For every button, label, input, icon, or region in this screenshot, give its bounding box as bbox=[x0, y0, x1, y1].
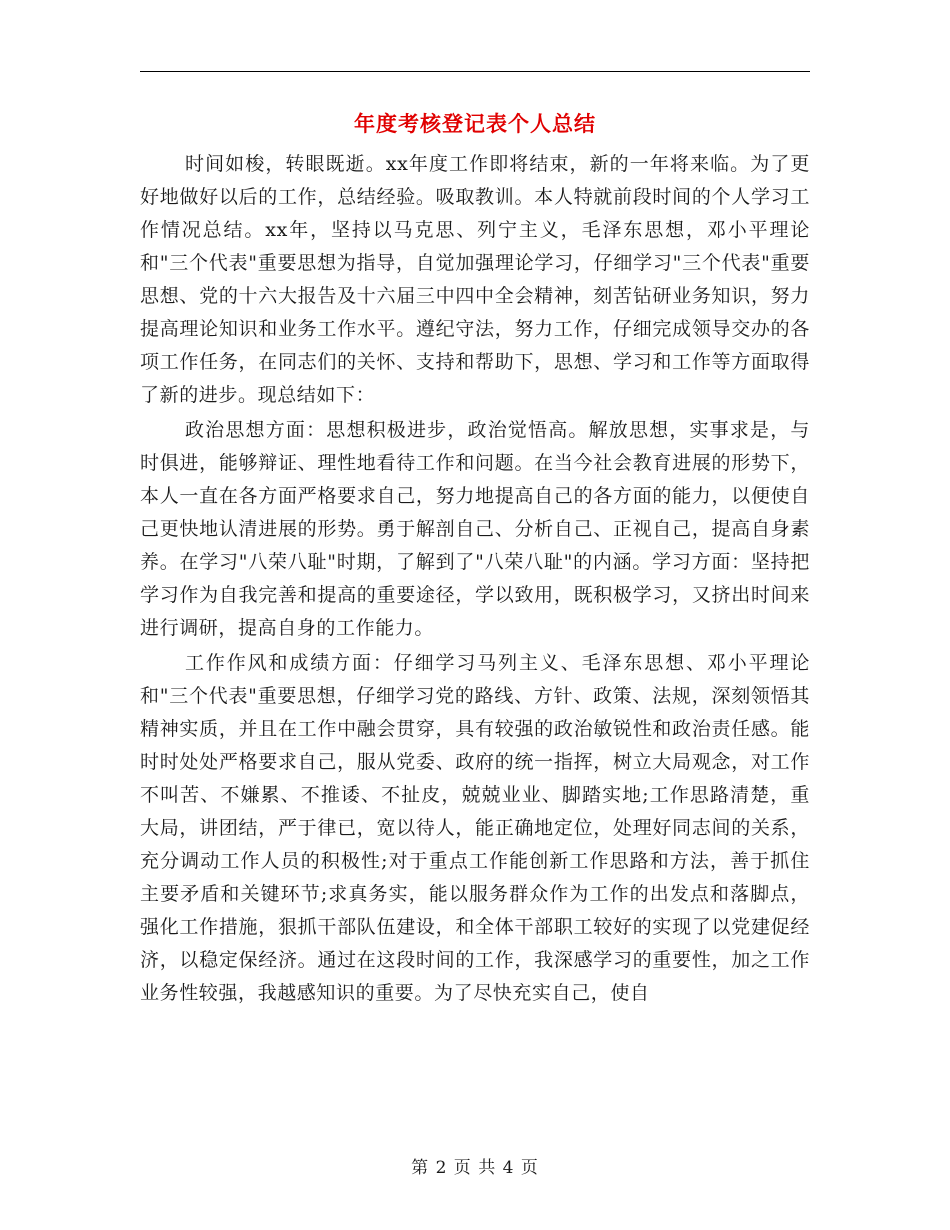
document-title: 年度考核登记表个人总结 bbox=[354, 112, 596, 136]
paragraph-work-style: 工作作风和成绩方面：仔细学习马列主义、毛泽东思想、邓小平理论和"三个代表"重要思想，仔细学习党的路线、方针、政策、法规，深刻领悟其精神实质，并且在工作中融会贯穿，具有较强的政治敏锐性和政治责任感。能时时处处严格要求自己，服从党委、政府的统一指挥，树立大局观念，对工作不叫苦、不嫌累、不推诿、不扯皮，兢兢业业、脚踏实地;工作思路清楚，重大局，讲团结，严于律已，宽以待人，能正确地定位，处理好同志间的关系，充分调动工作人员的积极性;对于重点工作能创新工作思路和方法，善于抓住主要矛盾和关键环节;求真务实，能以服务群众作为工作的出发点和落脚点，强化工作措施，狠抓干部队伍建设，和全体干部职工较好的实现了以党建促经济，以稳定保经济。通过在这段时间的工作，我深感学习的重要性，加之工作业务性较强，我越感知识的重要。为了尽快充实自己，使自 bbox=[140, 652, 810, 1004]
paragraph-political: 政治思想方面：思想积极进步，政治觉悟高。解放思想，实事求是，与时俱进，能够辩证、理性地看待工作和问题。在当今社会教育进展的形势下，本人一直在各方面严格要求自己，努力地提高自己的各方面的能力，以便使自己更快地认清进展的形势。勇于解剖自己、分析自己、正视自己，提高自身素养。在学习"八荣八耻"时期，了解到了"八荣八耻"的内涵。学习方面：坚持把学习作为自我完善和提高的重要途径，学以致用，既积极学习，又挤出时间来进行调研，提高自身的工作能力。 bbox=[140, 419, 810, 639]
document-body bbox=[140, 148, 810, 1012]
paragraph-intro: 时间如梭，转眼既逝。xx年度工作即将结束，新的一年将来临。为了更好地做好以后的工作，总结经验。吸取教训。本人特就前段时间的个人学习工作情况总结。xx年，坚持以马克思、列宁主义，毛泽东思想，邓小平理论和"三个代表"重要思想为指导，自觉加强理论学习，仔细学习"三个代表"重要思想、党的十六大报告及十六届三中四中全会精神，刻苦钻研业务知识，努力提高理论知识和业务工作水平。遵纪守法，努力工作，仔细完成领导交办的各项工作任务，在同志们的关怀、支持和帮助下，思想、学习和工作等方面取得了新的进步。现总结如下： bbox=[140, 153, 810, 406]
header-rule bbox=[140, 71, 810, 72]
page-footer: 第 2 页 共 4 页 bbox=[411, 1158, 539, 1178]
